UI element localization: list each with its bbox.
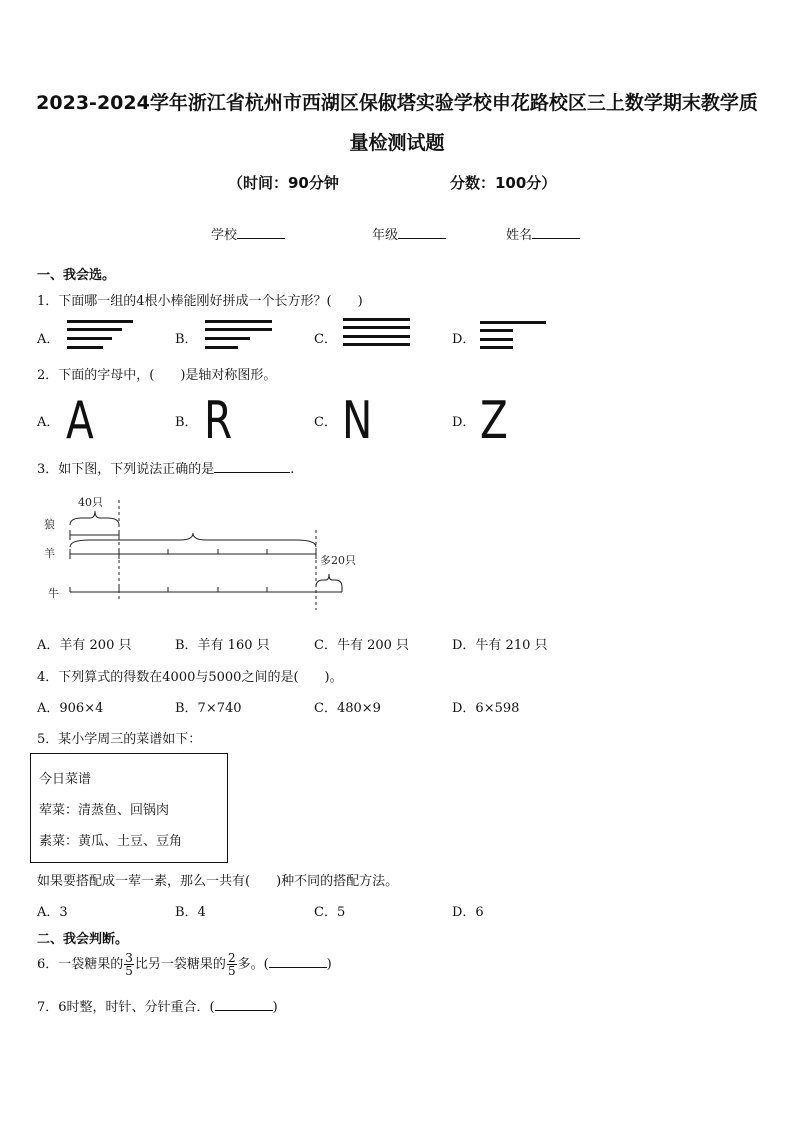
q1-option-b-label: B． (175, 332, 198, 347)
wolf-label: 狼 (44, 518, 55, 531)
wolf-count-label: 40只 (78, 496, 103, 509)
q2-option-a-label: A． (37, 415, 60, 430)
q6-middle: 比另一袋糖果的 (134, 957, 226, 972)
q2-letter-a: A (66, 391, 94, 451)
section-2-title: 二、我会判断。 (37, 932, 129, 947)
q2-option-d-label: D． (452, 415, 476, 430)
question-6 (37, 950, 332, 980)
q6-fraction-2: $\frac{2}{5}$ (227, 951, 236, 978)
q6-fraction-1: $\frac{3}{5}$ (125, 951, 133, 978)
q2-option-c-label: C． (314, 415, 337, 430)
wolf-brace (70, 511, 119, 525)
q3-option-d: D．牛有 210 只 (452, 638, 548, 653)
menu-box (30, 753, 228, 863)
question-7 (37, 996, 278, 1015)
q6-prefix: 6．一袋糖果的 (37, 957, 124, 972)
cow-label: 牛 (48, 587, 59, 600)
question-3 (37, 458, 294, 477)
q2-letter-n: N (342, 391, 373, 451)
q4-option-c: C．480×9 (314, 701, 381, 716)
q3-option-c: C．牛有 200 只 (314, 638, 410, 653)
name-label: 姓名 (506, 228, 533, 243)
q6-answer-blank[interactable] (269, 955, 327, 968)
question-3-end: . (290, 462, 295, 477)
q3-option-b: B．羊有 160 只 (175, 638, 270, 653)
q2-letter-r: R (204, 391, 233, 451)
sheep-label: 羊 (44, 547, 55, 560)
school-blank[interactable] (237, 226, 285, 239)
q4-option-a: A．906×4 (37, 701, 104, 716)
menu-title: 今日菜谱 (39, 772, 92, 787)
name-blank[interactable] (532, 226, 580, 239)
question-3-text: 3．如下图，下列说法正确的是 (37, 462, 215, 477)
q6-suffix: 多。( (237, 957, 269, 972)
total-score: 分数：100分） (450, 174, 557, 192)
question-3-blank[interactable] (214, 460, 290, 473)
name-field (506, 224, 580, 243)
q4-option-b: B．7×740 (175, 701, 242, 716)
q1-option-c-label: C． (314, 332, 337, 347)
q2-option-b-label: B． (175, 415, 198, 430)
grade-blank[interactable] (398, 226, 446, 239)
title-line-2: 量检测试题 (349, 132, 445, 154)
school-field (211, 224, 285, 243)
q5-option-c: C．5 (314, 905, 346, 920)
question-5: 5．某小学周三的菜谱如下： (37, 732, 202, 747)
q2-letter-z: Z (480, 391, 508, 451)
title-line-1: 2023-2024学年浙江省杭州市西湖区保俶塔实验学校申花路校区三上数学期末教学质 (36, 92, 758, 114)
grade-field (372, 224, 446, 243)
question-1: 1．下面哪一组的4根小棒能刚好拼成一个长方形？( ) (37, 294, 363, 309)
q5-option-d: D．6 (452, 905, 484, 920)
more-brace (316, 574, 342, 587)
menu-vegetable: 素菜：黄瓜、土豆、豆角 (39, 834, 183, 849)
school-label: 学校 (211, 228, 238, 243)
segment-diagram (30, 490, 390, 610)
question-4: 4．下列算式的得数在4000与5000之间的是( )。 (37, 670, 343, 685)
question-2: 2．下面的字母中，( )是轴对称图形。 (37, 368, 277, 383)
q3-option-a: A．羊有 200 只 (37, 638, 132, 653)
q7-close: ) (272, 1000, 278, 1015)
question-5-prompt: 如果要搭配成一荤一素，那么一共有( )种不同的搭配方法。 (37, 874, 399, 889)
q1-option-d-label: D． (452, 332, 476, 347)
q1-option-a-label: A． (37, 332, 60, 347)
q6-close: ) (326, 957, 332, 972)
q5-option-a: A．3 (37, 905, 68, 920)
menu-meat: 荤菜：清蒸鱼、回锅肉 (39, 803, 170, 818)
q5-option-b: B．4 (175, 905, 206, 920)
grade-label: 年级 (372, 228, 399, 243)
section-1-title: 一、我会选。 (37, 268, 116, 283)
q7-text: 7．6时整，时针、分针重合．( (37, 1000, 215, 1015)
more-label: 多20只 (320, 554, 356, 567)
time-limit: （时间：90分钟 (228, 174, 339, 192)
q4-option-d: D．6×598 (452, 701, 520, 716)
q7-answer-blank[interactable] (215, 998, 273, 1011)
